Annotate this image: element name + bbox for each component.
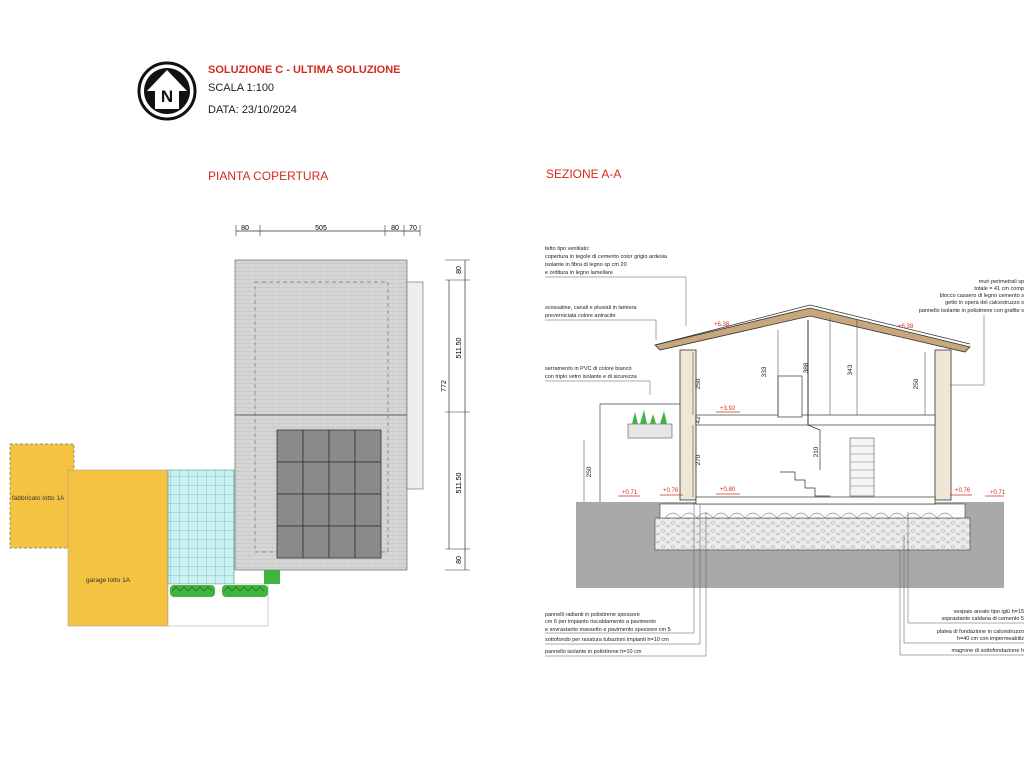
- note-br-4: h=40 cm con impermeabiliz: [956, 636, 1024, 642]
- note-right-5: pannello isolante in polistirene con grafite s: [918, 308, 1024, 314]
- note-br-5: magrone di sottofondazione h: [951, 648, 1024, 654]
- note-left-8: con triplo vetro isolante e di sicurezza: [545, 374, 637, 380]
- note-bl-1: pannelli radianti in polistirene spessore: [545, 612, 640, 618]
- dim-right-2: 511.50: [456, 337, 463, 359]
- dim-right-1: 80: [456, 266, 463, 274]
- dimension-top: [236, 225, 420, 236]
- garage-lotto-block: [68, 470, 168, 626]
- note-left-6: preverniciata colore antracite: [545, 313, 616, 319]
- scale-label: SCALA 1:100: [208, 82, 275, 94]
- note-br-2: soprastante caldana di cemento 5: [941, 616, 1024, 622]
- roof-section: [655, 308, 970, 352]
- foundation: [655, 518, 970, 550]
- dim-top-2: 505: [315, 225, 327, 232]
- note-bl-2: cm 6 per impianto riscaldamento a pavimento: [545, 619, 656, 625]
- level-1: +3.92: [720, 406, 736, 412]
- north-arrow-logo: [137, 61, 197, 121]
- planter-plants: [632, 410, 667, 424]
- note-left-7: serramento in PVC di colore bianco: [545, 366, 632, 372]
- section-drawing: [520, 235, 1024, 665]
- dimension-right: [441, 260, 470, 570]
- dim-top-4: 70: [409, 225, 417, 232]
- level-5: +0.76: [955, 488, 971, 494]
- terrace-tiles: [168, 470, 234, 584]
- level-8: +6.38: [898, 324, 914, 330]
- note-bl-3: e sovrastante massetto e pavimento spessore cm 5: [545, 627, 671, 633]
- roof-plan-drawing: [0, 210, 480, 640]
- level-2: +0.71: [622, 490, 638, 496]
- dim-sec-8: 250: [586, 466, 593, 478]
- dim-sec-9: 210: [813, 446, 820, 458]
- note-br-3: platea di fondazione in calcestruzzo: [936, 629, 1024, 635]
- dim-right-5: 80: [456, 556, 463, 564]
- dim-sec-2: 333: [761, 366, 768, 378]
- note-right-2: totale = 41 cm comp: [974, 286, 1024, 292]
- dim-top-3: 80: [391, 225, 399, 232]
- level-4: +0.80: [720, 487, 736, 493]
- level-6: +0.71: [990, 490, 1006, 496]
- dim-sec-1: 250: [695, 378, 702, 390]
- section-title: SEZIONE A-A: [546, 167, 622, 181]
- roof-upper: [235, 260, 407, 415]
- note-left-5: scossaline, canali e pluviali in lamiera: [545, 305, 637, 311]
- note-br-1: vespaio areato tipo iglù h=15: [953, 609, 1024, 615]
- dim-right-3: 772: [441, 380, 448, 392]
- level-7: +6.38: [714, 322, 730, 328]
- dim-top-1: 80: [241, 225, 249, 232]
- note-left-3: isolante in fibra di legno sp cm 20: [545, 262, 627, 268]
- note-left-2: copertura in tegole di cemento color grigio ardesia: [545, 254, 667, 260]
- dim-sec-6: 42: [695, 416, 702, 424]
- north-letter: N: [160, 87, 174, 106]
- note-bl-5: pannello isolante in polistirene h=10 cm: [545, 649, 642, 655]
- dim-sec-7: 270: [695, 454, 702, 466]
- note-bl-4: sottofondo per rasatura tubazioni impianti h=10 cm: [545, 637, 669, 643]
- solution-title: SOLUZIONE C - ULTIMA SOLUZIONE: [208, 64, 401, 76]
- note-right-3: blocco cassero di legno cemento s: [939, 293, 1024, 299]
- dim-sec-3: 388: [803, 362, 810, 374]
- solar-panels: [277, 430, 381, 558]
- note-right-4: getto in opera del calcestruzzo s: [945, 300, 1024, 306]
- note-right-1: muri perimetrali sp: [978, 279, 1024, 285]
- garage-label: garage lotto 1A: [86, 577, 131, 584]
- note-left-4: e orditura in legno lamellare: [545, 270, 613, 276]
- dim-sec-5: 250: [913, 378, 920, 390]
- dim-sec-4: 343: [847, 364, 854, 376]
- note-left-1: tetto tipo ventilato:: [545, 246, 590, 252]
- fabbricato-label: fabbricato lotto 1A: [12, 495, 65, 502]
- level-3: +0.76: [663, 488, 679, 494]
- date-label: DATA: 23/10/2024: [208, 104, 297, 116]
- dim-right-4: 511.50: [456, 472, 463, 494]
- plan-title: PIANTA COPERTURA: [208, 169, 329, 183]
